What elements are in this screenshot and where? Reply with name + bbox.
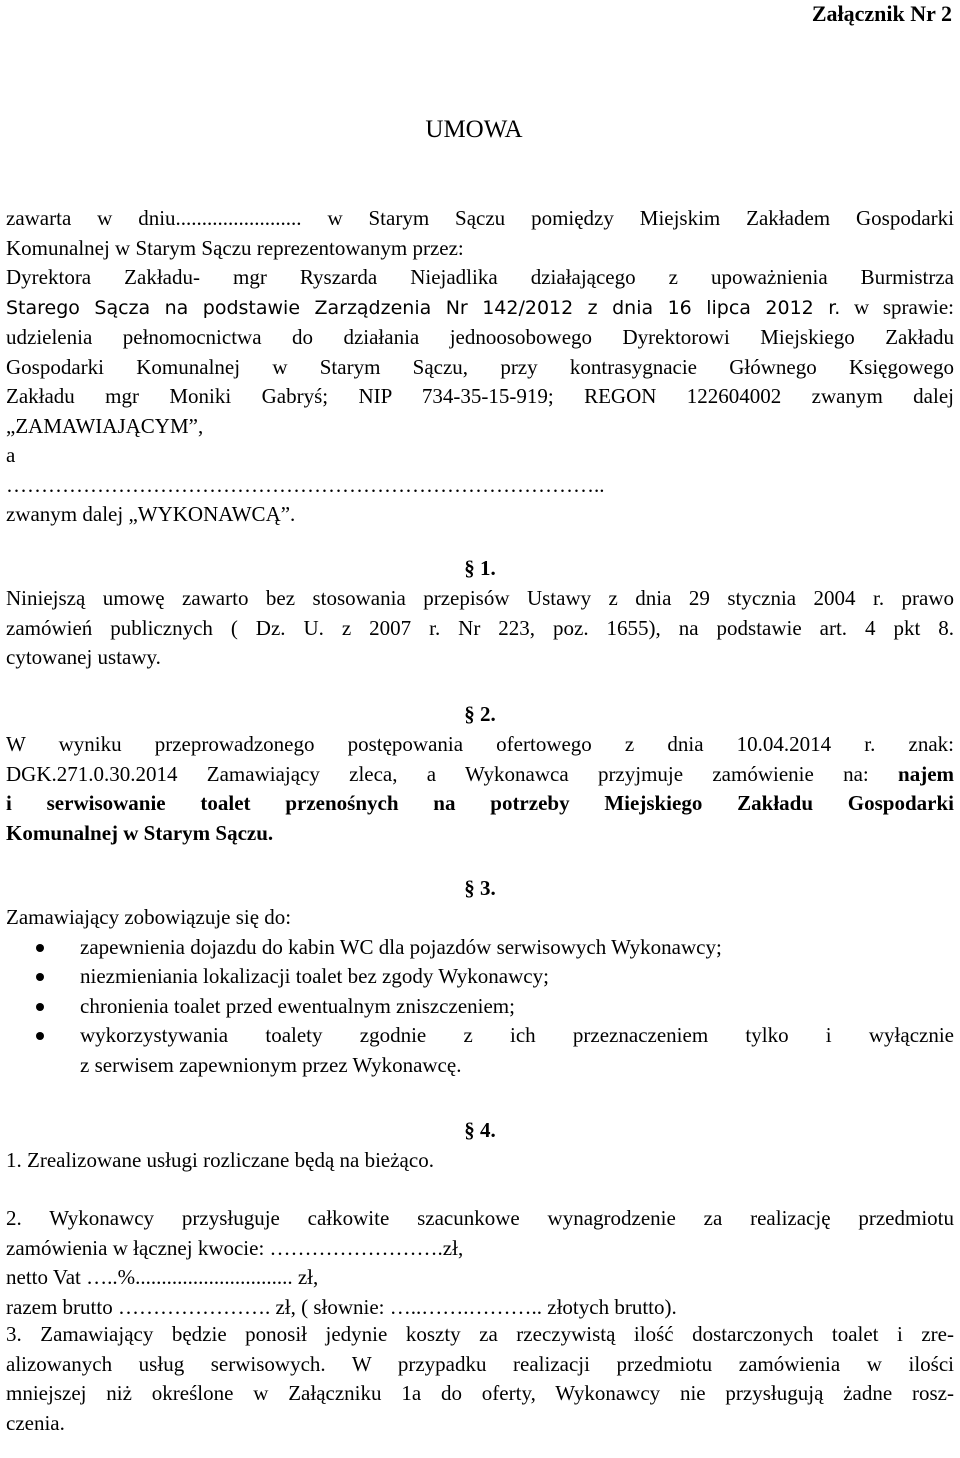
section-2-mark: § 2. [464, 702, 496, 726]
annex-label: Załącznik Nr 2 [811, 1, 952, 26]
intro-line-tail: w sprawie: [840, 294, 954, 319]
section-line-bold: najem [898, 761, 955, 786]
intro-paragraph [6, 204, 954, 530]
gross-blank: razem brutto …………………. zł, ( słownie: …..…….……….. złotych brutto). [6, 1294, 677, 1319]
section-2-text [6, 730, 954, 848]
vat-blank: netto Vat …..%.............................. zł, [6, 1265, 319, 1289]
section-4-p2 [6, 1204, 954, 1322]
list-item-text: niezmieniania lokalizacji toalet bez zgody Wykonawcy; [80, 964, 549, 988]
section-lead: Zamawiający zobowiązuje się do: [6, 905, 292, 929]
list-item-text: zapewnienia dojazdu do kabin WC dla pojazdów serwisowych Wykonawcy; [80, 934, 722, 959]
section-line: czenia. [6, 1410, 65, 1435]
section-3-text [6, 903, 954, 1080]
list-item [6, 1021, 954, 1080]
intro-line: udzielenia pełnomocnictwa do działania jednoosobowego Dyrektorowi Miejskiego Zakładu [6, 325, 954, 349]
section-line: 1. Zrealizowane usługi rozliczane będą na bieżąco. [6, 1148, 434, 1172]
list-item-text: chronienia toalet przed ewentualnym zniszczeniem; [80, 993, 515, 1018]
list-item-continuation: z serwisem zapewnionym przez Wykonawcę. [80, 1052, 462, 1077]
section-line: alizowanych usług serwisowych. W przypadku realizacji przedmiotu zamówienia w ilości [6, 1351, 954, 1376]
intro-line: Dyrektora Zakładu- mgr Ryszarda Niejadlika działającego z upoważnienia Burmistrza [6, 265, 954, 289]
section-4-p1 [6, 1146, 954, 1176]
section-line: 3. Zamawiający będzie ponosił jedynie koszty za rzeczywistą ilość dostarczonych toalet i zre- [6, 1322, 954, 1346]
section-line: zamówień publicznych ( Dz. U. z 2007 r. Nr 223, poz. 1655), na podstawie art. 4 pkt 8. [6, 615, 954, 640]
intro-line: „ZAMAWIAJĄCYM”, [6, 413, 204, 438]
amount-net-blank: zamówienia w łącznej kwocie: …………………….zł, [6, 1235, 464, 1260]
bullet-icon [36, 973, 44, 981]
bullet-icon [36, 1003, 44, 1011]
intro-line-sans: Starego Sącza na podstawie Zarządzenia Nr 142/2012 z dnia 16 lipca 2012 r. [6, 296, 841, 319]
list-item [6, 933, 954, 963]
list-item-text: wykorzystywania toalety zgodnie z ich przeznaczeniem tylko i wyłącznie [80, 1023, 954, 1047]
list-item [6, 962, 954, 992]
section-3-mark: § 3. [464, 876, 496, 900]
section-line-part: DGK.271.0.30.2014 Zamawiający zleca, a Wykonawca przyjmuje zamówienie na: [6, 761, 869, 786]
section-line: mniejszej niż określone w Załączniku 1a do oferty, Wykonawcy nie przysługują żadne rosz- [6, 1381, 954, 1405]
bullet-icon [36, 1032, 44, 1040]
intro-line: Gospodarki Komunalnej w Starym Sączu, przy kontrasygnacie Głównego Księgowego [6, 354, 954, 379]
intro-line [6, 293, 954, 324]
bullet-icon [36, 944, 44, 952]
section-line [6, 760, 954, 790]
obligations-list [6, 933, 954, 1081]
intro-line: Komunalnej w Starym Sączu reprezentowanym przez: [6, 235, 464, 260]
document-title: UMOWA [425, 116, 523, 143]
intro-line: Zakładu mgr Moniki Gabryś; NIP 734-35-15-919; REGON 122604002 zwanym dalej [6, 384, 954, 408]
intro-line: zwanym dalej „WYKONAWCĄ”. [6, 502, 296, 526]
section-line: 2. Wykonawcy przysługuje całkowite szacunkowe wynagrodzenie za realizację przedmiotu [6, 1206, 954, 1230]
section-line: i serwisowanie toalet przenośnych na potrzeby Miejskiego Zakładu Gospodarki [6, 791, 954, 815]
intro-line: zawarta w dniu........................ w Starym Sączu pomiędzy Miejskim Zakładem Gospodarki [6, 206, 954, 230]
section-line: W wyniku przeprowadzonego postępowania ofertowego z dnia 10.04.2014 r. znak: [6, 732, 954, 756]
section-line: cytowanej ustawy. [6, 645, 161, 669]
list-item [6, 992, 954, 1022]
section-4-p3 [6, 1320, 954, 1438]
section-1-mark: § 1. [464, 556, 496, 580]
section-1-text [6, 584, 954, 673]
section-line: Niniejszą umowę zawarto bez stosowania przepisów Ustawy z dnia 29 stycznia 2004 r. prawo [6, 586, 954, 610]
intro-line: a [6, 443, 16, 467]
section-line: Komunalnej w Starym Sączu. [6, 820, 274, 845]
contractor-blank: ………………………………………………………………………….. [6, 472, 605, 497]
section-4-mark: § 4. [464, 1118, 496, 1142]
